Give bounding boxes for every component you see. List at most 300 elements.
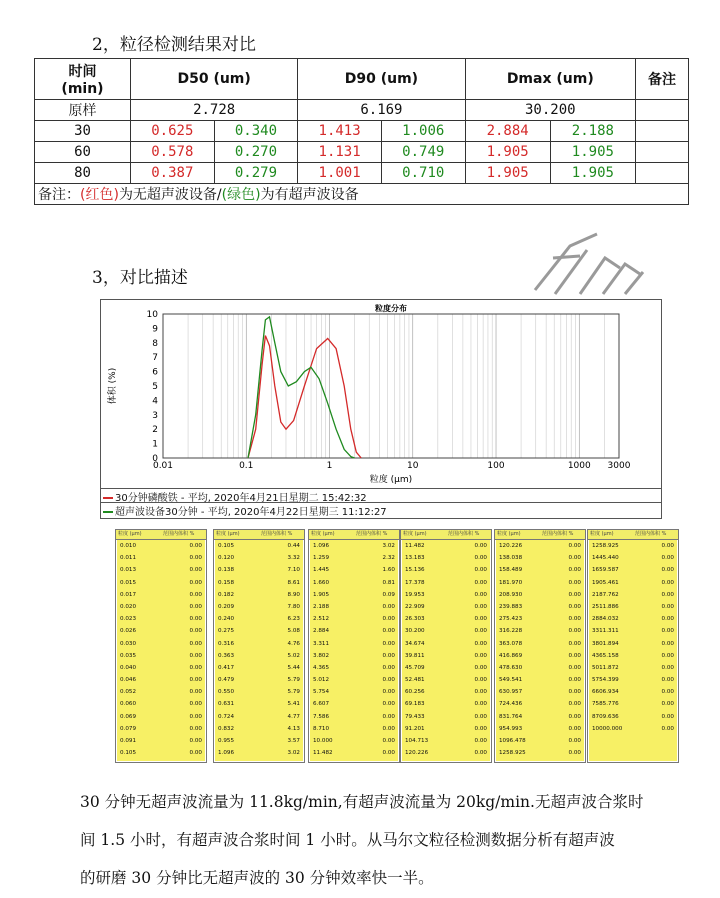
size-cell: 208.930 xyxy=(499,591,523,598)
volume-cell: 0.00 xyxy=(382,677,395,684)
remark-cell xyxy=(636,142,689,163)
volume-cell: 0.00 xyxy=(474,591,487,598)
size-cell: 13.183 xyxy=(405,555,425,562)
volume-cell: 0.00 xyxy=(189,652,202,659)
y-tick-label: 1 xyxy=(152,439,158,450)
volume-cell: 0.00 xyxy=(189,591,202,598)
volume-cell: 0.00 xyxy=(382,616,395,623)
table-row xyxy=(402,686,490,698)
table-row xyxy=(310,723,398,735)
table-row xyxy=(496,662,584,674)
table-row xyxy=(589,589,677,601)
table-row xyxy=(215,564,303,576)
size-cell: 2.884 xyxy=(313,628,330,635)
table-row xyxy=(496,650,584,662)
table-row xyxy=(310,577,398,589)
volume-cell: 0.00 xyxy=(568,652,581,659)
d90-red-cell: 1.413 xyxy=(298,121,382,142)
size-cell: 2.188 xyxy=(313,603,330,610)
time-cell: 80 xyxy=(35,163,131,184)
size-cell: 0.275 xyxy=(218,628,235,635)
volume-cell: 0.00 xyxy=(568,555,581,562)
size-cell: 91.201 xyxy=(405,725,425,732)
size-cell: 34.674 xyxy=(405,640,425,647)
table-row xyxy=(589,552,677,564)
size-cell: 69.183 xyxy=(405,701,425,708)
size-cell: 30.200 xyxy=(405,628,425,635)
volume-cell: 7.80 xyxy=(287,603,300,610)
volume-cell: 0.00 xyxy=(568,616,581,623)
data-table-panel xyxy=(400,529,492,763)
table-row xyxy=(496,577,584,589)
table-row xyxy=(215,625,303,637)
table-row xyxy=(215,601,303,613)
volume-cell: 0.00 xyxy=(568,677,581,684)
size-cell: 3801.894 xyxy=(592,640,619,647)
x-tick-label: 0.01 xyxy=(152,461,174,471)
volume-cell: 0.00 xyxy=(661,628,674,635)
size-cell: 5.754 xyxy=(313,689,330,696)
volume-cell: 6.23 xyxy=(287,616,300,623)
volume-cell: 0.00 xyxy=(661,652,674,659)
data-table-panel xyxy=(213,529,305,763)
volume-cell: 0.00 xyxy=(382,750,395,757)
size-cell: 1.259 xyxy=(313,555,330,562)
data-table-body xyxy=(117,540,205,761)
table-row xyxy=(310,638,398,650)
table-row xyxy=(310,601,398,613)
size-cell: 478.630 xyxy=(499,664,523,671)
volume-cell: 0.00 xyxy=(568,750,581,757)
size-cell: 0.724 xyxy=(218,713,235,720)
paragraph-line-3: 的研磨 30 分钟比无超声波的 30 分钟效率快一半。 xyxy=(80,869,434,887)
chart-title: 粒度分布 xyxy=(375,304,407,313)
size-cell: 5754.399 xyxy=(592,677,619,684)
volume-cell: 4.77 xyxy=(287,713,300,720)
data-table-body xyxy=(402,540,490,761)
volume-cell: 0.00 xyxy=(189,701,202,708)
volume-cell: 3.32 xyxy=(287,555,300,562)
table-row xyxy=(117,674,205,686)
size-cell: 0.069 xyxy=(120,713,137,720)
size-cell: 22.909 xyxy=(405,603,425,610)
size-cell: 158.489 xyxy=(499,567,523,574)
table-row xyxy=(117,638,205,650)
header-volume: 范围内体积 % xyxy=(356,531,388,537)
table-row xyxy=(117,564,205,576)
table-row xyxy=(215,711,303,723)
table-row xyxy=(402,552,490,564)
volume-cell: 0.00 xyxy=(474,579,487,586)
table-row xyxy=(402,698,490,710)
size-cell: 0.105 xyxy=(218,543,235,549)
table-row xyxy=(215,698,303,710)
size-cell: 0.040 xyxy=(120,664,137,671)
volume-cell: 0.00 xyxy=(189,689,202,696)
volume-cell: 5.08 xyxy=(287,628,300,635)
d90-green-cell: 0.749 xyxy=(381,142,465,163)
size-cell: 1.096 xyxy=(313,543,330,549)
volume-cell: 0.00 xyxy=(189,579,202,586)
table-row xyxy=(310,613,398,625)
size-cell: 0.158 xyxy=(218,579,235,586)
size-cell: 0.015 xyxy=(120,579,137,586)
size-cell: 275.423 xyxy=(499,616,523,623)
volume-cell: 0.00 xyxy=(661,689,674,696)
header-d90: D90 (um) xyxy=(298,59,465,100)
table-row xyxy=(496,552,584,564)
size-cell: 138.038 xyxy=(499,555,523,562)
size-cell: 0.138 xyxy=(218,567,235,574)
header-dmax: Dmax (um) xyxy=(465,59,635,100)
volume-cell: 0.00 xyxy=(568,713,581,720)
size-cell: 239.883 xyxy=(499,603,523,610)
size-cell: 0.023 xyxy=(120,616,137,623)
size-cell: 2511.886 xyxy=(592,603,619,610)
particle-distribution-chart-frame xyxy=(100,299,662,519)
y-tick-label: 7 xyxy=(152,353,158,364)
table-row xyxy=(215,662,303,674)
volume-cell: 0.00 xyxy=(661,713,674,720)
size-cell: 0.479 xyxy=(218,677,235,684)
paragraph-line-1: 30 分钟无超声波流量为 11.8kg/min,有超声波流量为 20kg/min.无超声波合浆时 xyxy=(80,793,644,811)
table-row xyxy=(35,163,689,184)
volume-cell: 0.00 xyxy=(189,664,202,671)
table-row xyxy=(496,589,584,601)
table-row xyxy=(310,735,398,747)
table-row xyxy=(589,564,677,576)
dmax-green-cell: 2.188 xyxy=(550,121,635,142)
volume-cell: 0.00 xyxy=(474,616,487,623)
volume-cell: 0.00 xyxy=(568,628,581,635)
volume-cell: 0.00 xyxy=(474,628,487,635)
volume-cell: 0.00 xyxy=(382,713,395,720)
table-row xyxy=(589,638,677,650)
d90-green-cell: 0.710 xyxy=(381,163,465,184)
table-row xyxy=(496,711,584,723)
table-row xyxy=(402,650,490,662)
plot-area xyxy=(163,314,619,458)
table-row xyxy=(589,625,677,637)
volume-cell: 0.00 xyxy=(189,567,202,574)
dmax-red-cell: 1.905 xyxy=(465,142,550,163)
table-row xyxy=(589,577,677,589)
y-tick-label: 3 xyxy=(152,410,158,421)
series-line-green xyxy=(248,317,355,458)
size-cell: 17.378 xyxy=(405,579,425,586)
header-volume: 范围内体积 % xyxy=(448,531,480,537)
table-row xyxy=(496,723,584,735)
size-cell: 0.120 xyxy=(218,555,235,562)
volume-cell: 0.00 xyxy=(661,701,674,708)
particle-size-table xyxy=(34,58,689,205)
volume-cell: 0.00 xyxy=(382,652,395,659)
size-cell: 5.012 xyxy=(313,677,330,684)
table-row xyxy=(215,650,303,662)
size-cell: 7.586 xyxy=(313,713,330,720)
data-table-body xyxy=(496,540,584,761)
size-cell: 954.993 xyxy=(499,725,523,732)
y-tick-label: 8 xyxy=(152,338,158,349)
size-cell: 630.957 xyxy=(499,689,523,696)
volume-cell: 5.79 xyxy=(287,689,300,696)
table-row xyxy=(310,589,398,601)
table-header-row xyxy=(35,59,689,100)
size-cell: 0.020 xyxy=(120,603,137,610)
header-size: 粒度 (μm) xyxy=(216,531,240,537)
data-table-header xyxy=(401,530,491,540)
table-row xyxy=(215,723,303,735)
table-row xyxy=(496,638,584,650)
header-volume: 范围内体积 % xyxy=(163,531,195,537)
table-row xyxy=(402,601,490,613)
header-volume: 范围内体积 % xyxy=(261,531,293,537)
table-row xyxy=(310,686,398,698)
volume-cell: 0.00 xyxy=(189,725,202,732)
section-3-title: 3，对比描述 xyxy=(92,268,188,288)
volume-cell: 0.00 xyxy=(189,628,202,635)
size-cell: 0.105 xyxy=(120,750,137,757)
header-volume: 范围内体积 % xyxy=(635,531,667,537)
volume-cell: 0.00 xyxy=(474,555,487,562)
size-cell: 0.182 xyxy=(218,591,235,598)
table-row xyxy=(117,577,205,589)
volume-cell: 0.00 xyxy=(382,664,395,671)
size-cell: 0.091 xyxy=(120,738,137,744)
volume-cell: 0.00 xyxy=(382,701,395,708)
volume-cell: 0.00 xyxy=(189,616,202,623)
volume-cell: 2.32 xyxy=(382,555,395,562)
header-size: 粒度 (μm) xyxy=(403,531,427,537)
size-cell: 0.035 xyxy=(120,652,137,659)
size-cell: 0.955 xyxy=(218,738,235,744)
table-row xyxy=(402,577,490,589)
volume-cell: 0.00 xyxy=(382,628,395,635)
table-row xyxy=(117,601,205,613)
volume-cell: 1.60 xyxy=(382,567,395,574)
size-cell: 6606.934 xyxy=(592,689,619,696)
volume-cell: 0.00 xyxy=(474,750,487,757)
size-cell: 52.481 xyxy=(405,677,425,684)
table-row xyxy=(310,650,398,662)
volume-cell: 7.10 xyxy=(287,567,300,574)
table-row xyxy=(117,552,205,564)
d90-red-cell: 1.001 xyxy=(298,163,382,184)
table-note-row xyxy=(35,184,689,205)
volume-cell: 0.00 xyxy=(474,677,487,684)
volume-cell: 4.13 xyxy=(287,725,300,732)
table-row xyxy=(402,540,490,552)
size-cell: 4365.158 xyxy=(592,652,619,659)
table-row xyxy=(589,613,677,625)
volume-cell: 0.81 xyxy=(382,579,395,586)
table-row xyxy=(589,662,677,674)
volume-cell: 3.02 xyxy=(287,750,300,757)
data-table-body xyxy=(310,540,398,761)
volume-cell: 0.00 xyxy=(474,640,487,647)
table-row xyxy=(402,711,490,723)
table-row xyxy=(117,589,205,601)
size-cell: 0.026 xyxy=(120,628,137,635)
volume-cell: 0.00 xyxy=(568,567,581,574)
remark-cell xyxy=(636,121,689,142)
table-row xyxy=(310,552,398,564)
dmax-green-cell: 1.905 xyxy=(550,142,635,163)
data-table-panel xyxy=(494,529,586,763)
volume-cell: 0.00 xyxy=(568,543,581,549)
table-row xyxy=(117,711,205,723)
size-cell: 0.417 xyxy=(218,664,235,671)
d50-red-cell: 0.387 xyxy=(131,163,215,184)
table-row xyxy=(310,711,398,723)
table-row xyxy=(496,613,584,625)
table-row xyxy=(402,723,490,735)
size-cell: 7585.776 xyxy=(592,701,619,708)
table-row xyxy=(402,747,490,759)
volume-cell: 0.00 xyxy=(661,725,674,732)
y-tick-label: 5 xyxy=(152,382,158,392)
table-row xyxy=(496,686,584,698)
size-cell: 549.541 xyxy=(499,677,523,684)
table-row xyxy=(117,540,205,552)
volume-cell: 0.00 xyxy=(568,701,581,708)
table-row xyxy=(215,613,303,625)
size-cell: 19.953 xyxy=(405,591,425,598)
legend-swatch-green xyxy=(103,511,113,513)
header-remark: 备注 xyxy=(636,59,689,100)
size-cell: 0.030 xyxy=(120,640,137,647)
table-row xyxy=(310,674,398,686)
table-row xyxy=(310,747,398,759)
size-cell: 0.631 xyxy=(218,701,235,708)
remark-cell xyxy=(636,100,689,121)
size-cell: 1258.925 xyxy=(592,543,619,549)
table-row xyxy=(35,100,689,121)
size-cell: 1445.440 xyxy=(592,555,619,562)
y-tick-label: 10 xyxy=(146,310,158,320)
volume-cell: 0.00 xyxy=(474,603,487,610)
table-row xyxy=(310,698,398,710)
table-row xyxy=(117,613,205,625)
volume-cell: 8.61 xyxy=(287,579,300,586)
volume-cell: 0.00 xyxy=(189,750,202,757)
size-cell: 1.660 xyxy=(313,579,330,586)
time-cell: 60 xyxy=(35,142,131,163)
table-row xyxy=(117,723,205,735)
size-cell: 60.256 xyxy=(405,689,425,696)
dmax-red-cell: 1.905 xyxy=(465,163,550,184)
data-table-header xyxy=(588,530,678,540)
data-table-panel xyxy=(115,529,207,763)
data-table-header xyxy=(309,530,399,540)
volume-cell: 0.00 xyxy=(189,603,202,610)
size-cell: 45.709 xyxy=(405,664,425,671)
size-cell: 0.052 xyxy=(120,689,137,696)
legend-swatch-red xyxy=(103,497,113,499)
header-size: 粒度 (μm) xyxy=(118,531,142,537)
table-row xyxy=(496,698,584,710)
volume-cell: 0.00 xyxy=(661,640,674,647)
table-row xyxy=(310,540,398,552)
table-row xyxy=(117,625,205,637)
x-tick-label: 0.1 xyxy=(239,461,254,471)
table-row xyxy=(215,540,303,552)
table-row xyxy=(117,747,205,759)
size-cell: 104.713 xyxy=(405,738,429,744)
size-cell: 316.228 xyxy=(499,628,523,635)
table-row xyxy=(589,674,677,686)
table-row xyxy=(402,589,490,601)
table-row xyxy=(402,735,490,747)
volume-cell: 0.00 xyxy=(189,677,202,684)
y-tick-label: 6 xyxy=(152,367,158,378)
data-table-panel xyxy=(587,529,679,763)
volume-cell: 0.00 xyxy=(474,689,487,696)
volume-cell: 0.00 xyxy=(661,664,674,671)
volume-cell: 5.79 xyxy=(287,677,300,684)
size-cell: 3311.311 xyxy=(592,628,619,635)
data-table-body xyxy=(589,540,677,761)
table-row xyxy=(496,540,584,552)
table-row xyxy=(117,662,205,674)
particle-distribution-chart xyxy=(101,300,661,490)
table-row xyxy=(215,674,303,686)
y-tick-label: 2 xyxy=(152,425,158,436)
size-cell: 2884.032 xyxy=(592,616,619,623)
x-tick-label: 3000 xyxy=(607,461,631,471)
d50-green-cell: 0.340 xyxy=(214,121,298,142)
volume-cell: 0.00 xyxy=(661,677,674,684)
volume-cell: 0.00 xyxy=(661,591,674,598)
size-cell: 0.550 xyxy=(218,689,235,696)
volume-cell: 0.00 xyxy=(661,603,674,610)
x-axis-label: 粒度 (μm) xyxy=(369,475,413,485)
size-cell: 724.436 xyxy=(499,701,523,708)
size-cell: 3.311 xyxy=(313,640,330,647)
size-cell: 6.607 xyxy=(313,701,330,708)
volume-cell: 0.00 xyxy=(189,543,202,549)
volume-cell: 5.44 xyxy=(287,664,300,671)
original-dmax: 30.200 xyxy=(465,100,635,121)
size-cell: 0.013 xyxy=(120,567,137,574)
volume-cell: 0.00 xyxy=(568,579,581,586)
size-cell: 26.303 xyxy=(405,616,425,623)
dmax-green-cell: 1.905 xyxy=(550,163,635,184)
y-tick-label: 4 xyxy=(152,396,158,407)
original-label: 原样 xyxy=(35,100,131,121)
size-cell: 831.764 xyxy=(499,713,523,720)
size-cell: 363.078 xyxy=(499,640,523,647)
size-cell: 1258.925 xyxy=(499,750,526,757)
volume-cell: 5.41 xyxy=(287,701,300,708)
table-row xyxy=(589,723,677,735)
table-row xyxy=(215,735,303,747)
size-cell: 15.136 xyxy=(405,567,425,574)
volume-cell: 0.00 xyxy=(189,555,202,562)
volume-cell: 0.09 xyxy=(382,591,395,598)
volume-cell: 0.00 xyxy=(568,689,581,696)
table-row xyxy=(215,589,303,601)
table-row xyxy=(35,142,689,163)
table-row xyxy=(215,686,303,698)
table-row xyxy=(402,625,490,637)
data-table-header xyxy=(116,530,206,540)
dmax-red-cell: 2.884 xyxy=(465,121,550,142)
size-cell: 4.365 xyxy=(313,664,330,671)
volume-cell: 0.00 xyxy=(661,579,674,586)
remark-cell xyxy=(636,163,689,184)
x-tick-label: 10 xyxy=(407,461,419,471)
